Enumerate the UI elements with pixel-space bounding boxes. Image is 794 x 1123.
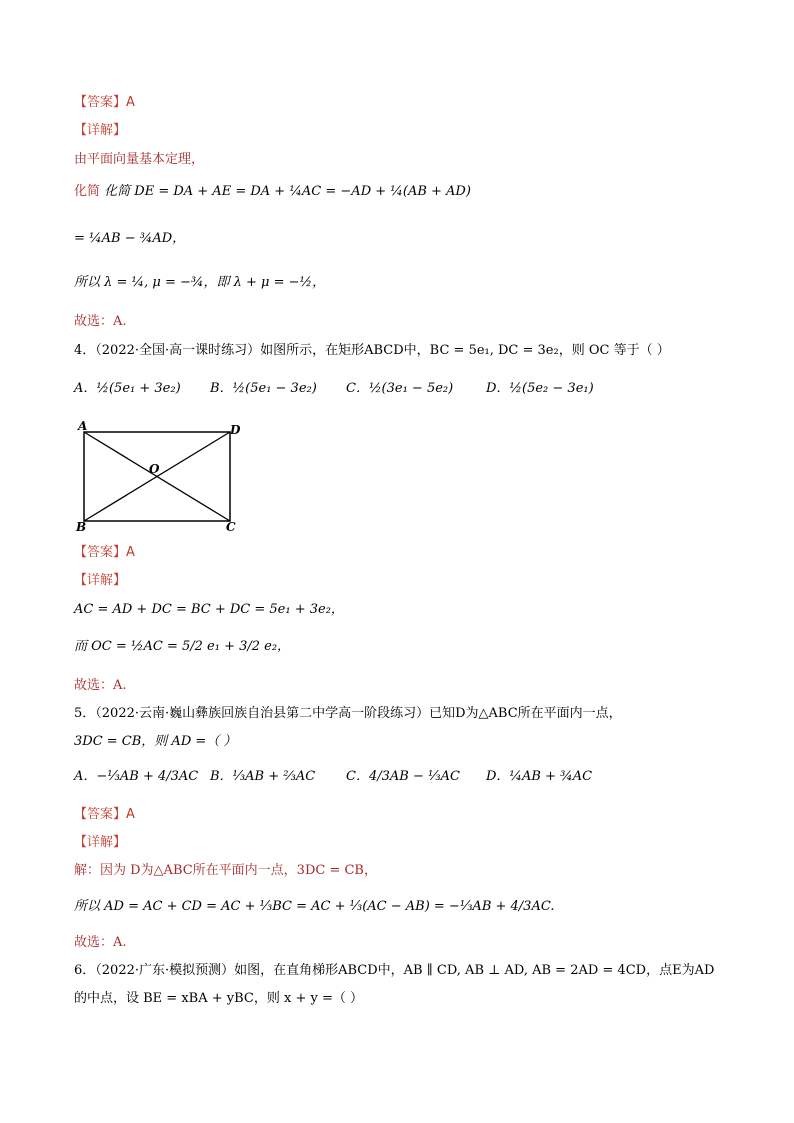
- q5-option-a: A．−⅓AB + 4/3AC: [74, 769, 199, 784]
- q4-option-a: A．½(5e₁ + 3e₂): [74, 381, 181, 396]
- q4-line2: 而 OC = ½AC = 5/2 e₁ + 3/2 e₂，: [74, 639, 291, 654]
- label-o: O: [149, 462, 160, 476]
- q5-stem2: 3DC = CB，则 AD =（ ）: [74, 734, 237, 749]
- q6-stem: 6．（2022·广东·模拟预测）如图，在直角梯形ABCD中，AB ∥ CD, AB ⊥ AD, AB = 2AD = 4CD，点E为AD: [74, 963, 715, 978]
- q4-choice: 故选：A.: [74, 678, 127, 693]
- q4-detail-label: 【详解】: [74, 573, 127, 588]
- q5-line1: 解：因为 D为△ABC所在平面内一点，3DC = CB，: [74, 863, 377, 878]
- q3-line4: 所以 λ = ¼, μ = −¾，即 λ + μ = −½，: [74, 275, 326, 290]
- answer-label: 【答案】: [74, 95, 127, 110]
- q5-detail-label: 【详解】: [74, 835, 127, 850]
- q5-stem: 5．（2022·云南·巍山彝族回族自治县第二中学高一阶段练习）已知D为△ABC所在平面内一点，: [74, 706, 622, 721]
- q3-answer: [74, 94, 135, 112]
- q4-option-d: D．½(5e₂ − 3e₁): [486, 381, 594, 396]
- q5-option-c: C．4/3AB − ⅓AC: [346, 769, 460, 784]
- q4-stem: 4．（2022·全国·高一课时练习）如图所示，在矩形ABCD中，BC = 5e₁, DC = 3e₂，则 OC 等于（ ）: [74, 343, 670, 358]
- answer-value: A: [126, 95, 135, 110]
- label-c: C: [226, 520, 236, 534]
- q3-detail-label: 【详解】: [74, 123, 127, 138]
- label-b: B: [76, 520, 87, 534]
- q4-line1: AC = AD + DC = BC + DC = 5e₁ + 3e₂，: [74, 602, 344, 617]
- q4-option-c: C．½(3e₁ − 5e₂): [346, 381, 454, 396]
- q4-answer: 【答案】A: [74, 545, 135, 560]
- q3-line1: 由平面向量基本定理，: [74, 152, 205, 167]
- q5-option-b: B．⅓AB + ⅔AC: [210, 769, 316, 784]
- q3-line2: 化简 化简 DE = DA + AE = DA + ¼AC = −AD + ¼(AB + AD): [74, 184, 471, 199]
- q3-choice: 故选：A.: [74, 314, 127, 329]
- q5-option-d: D．¼AB + ¾AC: [486, 769, 593, 784]
- q6-stem2: 的中点，设 BE = xBA + yBC，则 x + y =（ ）: [74, 991, 363, 1006]
- q5-answer: 【答案】A: [74, 807, 135, 822]
- q3-line3: = ¼AB − ¾AD，: [74, 231, 186, 246]
- label-a: A: [78, 419, 88, 433]
- q5-choice: 故选：A.: [74, 935, 127, 950]
- q4-option-b: B．½(5e₁ − 3e₂): [210, 381, 317, 396]
- rectangle-figure: [72, 418, 252, 536]
- label-d: D: [230, 423, 241, 437]
- q5-line2: 所以 AD = AC + CD = AC + ⅓BC = AC + ⅓(AC − AB) = −⅓AB + 4/3AC.: [74, 899, 555, 914]
